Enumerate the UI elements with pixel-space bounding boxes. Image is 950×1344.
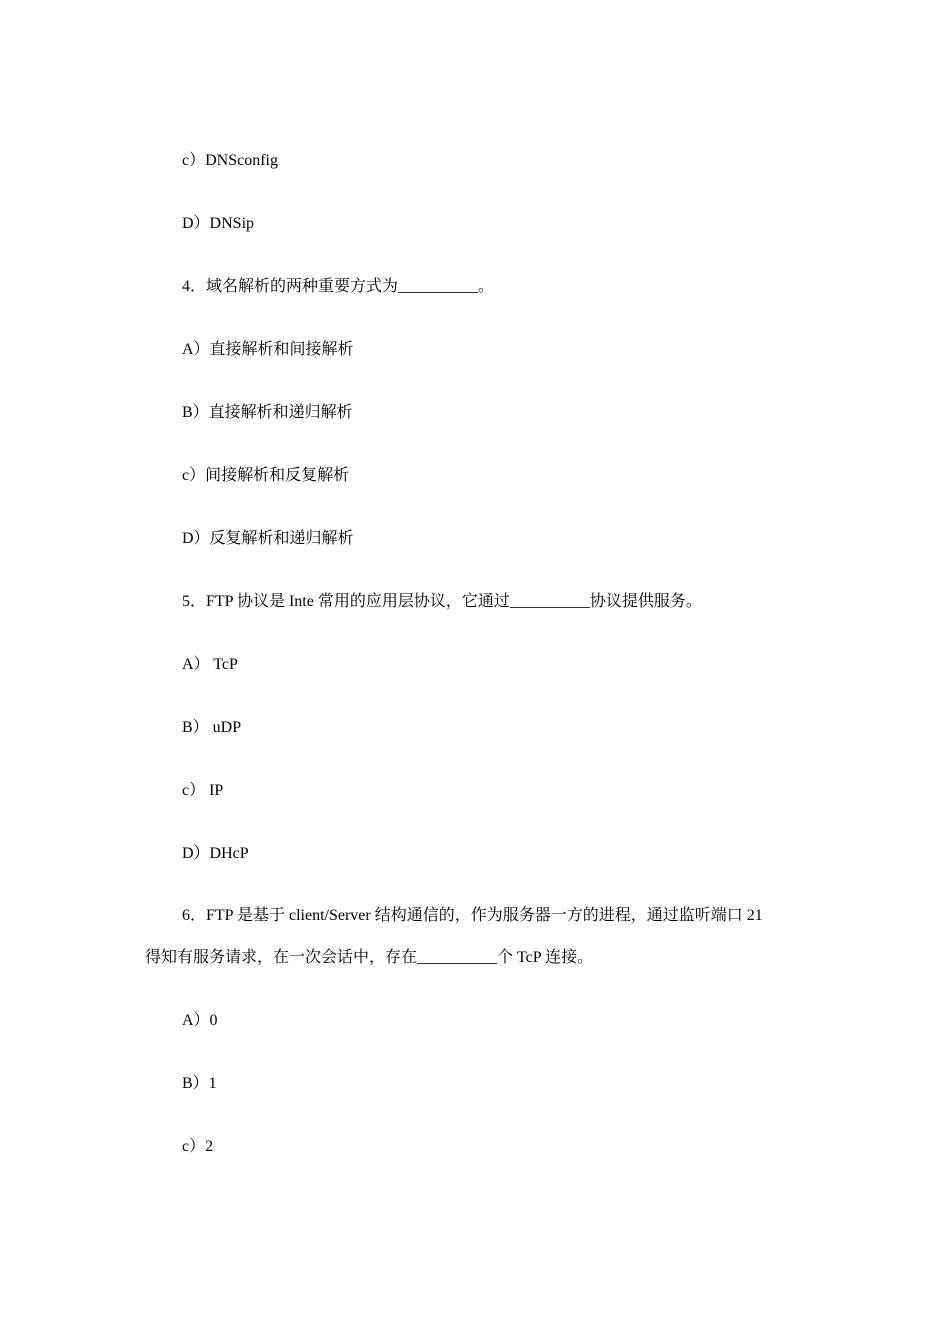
question-4-option-b: B）直接解析和递归解析 [182, 404, 353, 421]
question-6-option-c: c）2 [182, 1138, 214, 1155]
question-6-option-b: B）1 [182, 1075, 217, 1092]
question-5-option-d: D）DHcP [182, 845, 249, 862]
question-5-option-c: c） IP [182, 782, 224, 799]
question-5-option-b: B） uDP [182, 719, 242, 736]
question-5-option-a: A） TcP [182, 656, 238, 673]
question-4: 4．域名解析的两种重要方式为__________。 [182, 278, 495, 295]
question-6-continued: 得知有服务请求，在一次会话中，存在__________个 TcP 连接。 [145, 949, 594, 966]
option-d-dnsip: D）DNSip [182, 215, 255, 232]
question-4-option-d: D）反复解析和递归解析 [182, 530, 354, 547]
question-4-option-c: c）间接解析和反复解析 [182, 467, 350, 484]
question-5: 5．FTP 协议是 Inte 常用的应用层协议，它通过__________协议提供服务。 [182, 593, 702, 610]
question-6: 6．FTP 是基于 client/Server 结构通信的，作为服务器一方的进程，通过监听端口 21 [182, 907, 763, 924]
option-c-dnsconfig: c）DNSconfig [182, 152, 278, 169]
question-6-option-a: A）0 [182, 1012, 218, 1029]
question-4-option-a: A）直接解析和间接解析 [182, 341, 354, 358]
